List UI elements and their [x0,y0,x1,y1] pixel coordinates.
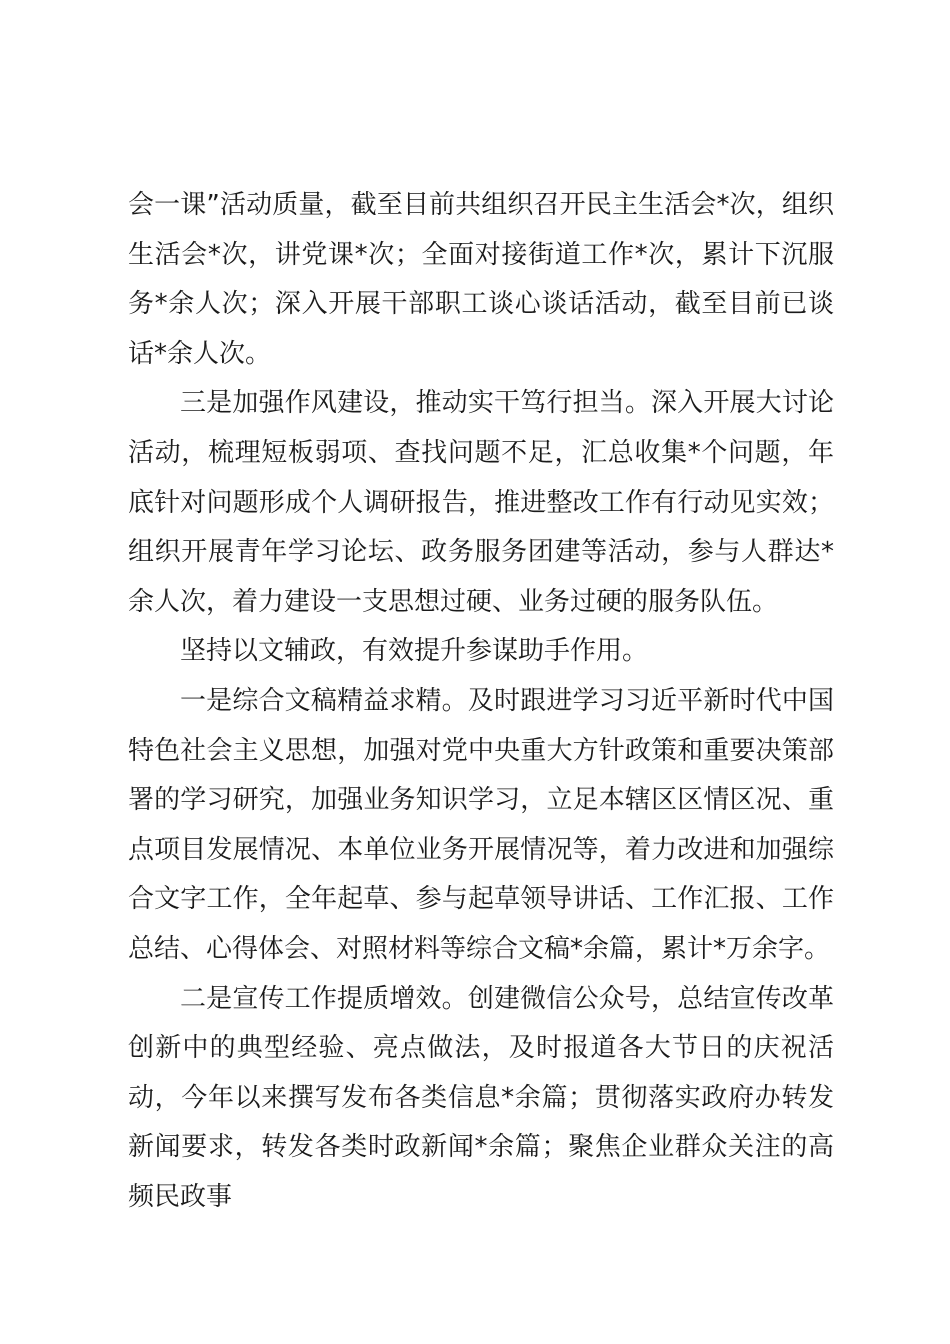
paragraph-5: 二是宣传工作提质增效。创建微信公众号，总结宣传改革创新中的典型经验、亮点做法，及时报道各大节日的庆祝活动，今年以来撰写发布各类信息*余篇；贯彻落实政府办转发新闻要求，转发各类时政新闻*余篇；聚焦企业群众关注的高频民政事 [128,983,834,1212]
paragraph-3: 坚持以文辅政，有效提升参谋助手作用。 [180,636,649,667]
document-body [128,181,834,1222]
paragraph-1: 会一课”活动质量，截至目前共组织召开民主生活会*次，组织生活会*次，讲党课*次；全面对接街道工作*次，累计下沉服务*余人次；深入开展干部职工谈心谈话活动，截至目前已谈话*余人次。 [128,190,834,369]
paragraph-2: 三是加强作风建设，推动实干笃行担当。深入开展大讨论活动，梳理短板弱项、查找问题不足，汇总收集*个问题，年底针对问题形成个人调研报告，推进整改工作有行动见实效；组织开展青年学习论坛、政务服务团建等活动，参与人群达*余人次，着力建设一支思想过硬、业务过硬的服务队伍。 [128,388,834,617]
paragraph-4: 一是综合文稿精益求精。及时跟进学习习近平新时代中国特色社会主义思想，加强对党中央重大方针政策和重要决策部署的学习研究，加强业务知识学习，立足本辖区区情区况、重点项目发展情况、本单位业务开展情况等，着力改进和加强综合文字工作，全年起草、参与起草领导讲话、工作汇报、工作总结、心得体会、对照材料等综合文稿*余篇，累计*万余字。 [128,685,834,964]
